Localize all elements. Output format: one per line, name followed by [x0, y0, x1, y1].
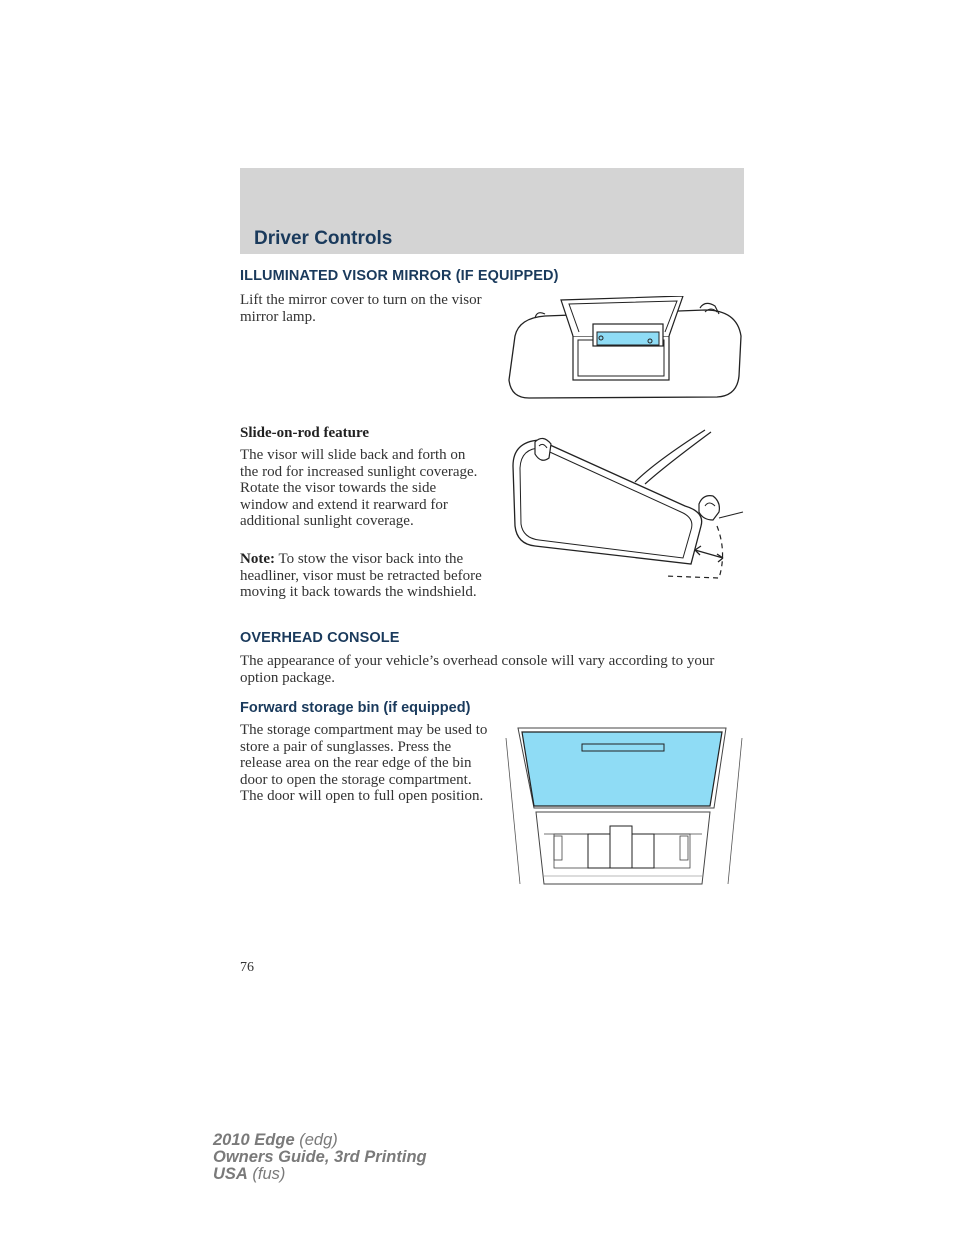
footer-line-1	[213, 1132, 427, 1149]
section-heading-overhead-console: OVERHEAD CONSOLE	[240, 630, 400, 646]
page-title: Driver Controls	[254, 228, 393, 249]
overhead-console-text: The appearance of your vehicle’s overhead console will vary according to your option package.	[240, 653, 715, 686]
slide-on-rod-illustration	[505, 426, 747, 588]
page-number: 76	[240, 960, 254, 975]
footer-model: 2010 Edge	[213, 1131, 295, 1149]
note-label: Note:	[240, 551, 275, 567]
footer-line-2: Owners Guide, 3rd Printing	[213, 1148, 427, 1166]
visor-mirror-text: Lift the mirror cover to turn on the visor mirror lamp.	[240, 292, 482, 325]
footer-market-code: (fus)	[247, 1165, 286, 1183]
subheading-slide-on-rod: Slide-on-rod feature	[240, 425, 370, 441]
footer-market: USA	[213, 1165, 248, 1183]
footer-model-code: (edg)	[294, 1131, 338, 1149]
slide-on-rod-text: The visor will slide back and forth on the rod for increased sunlight coverage. Rotate the visor towards the side window and extend it rearward for additional sunlight coverage.	[240, 447, 478, 530]
visor-mirror-illustration	[505, 296, 747, 402]
subheading-forward-storage: Forward storage bin (if equipped)	[240, 700, 471, 716]
footer-line-3	[213, 1166, 427, 1183]
document-footer	[213, 1132, 427, 1183]
section-heading-visor-mirror: ILLUMINATED VISOR MIRROR (IF EQUIPPED)	[240, 268, 559, 284]
forward-storage-text: The storage compartment may be used to store a pair of sunglasses. Press the release area on the rear edge of the bin door to open the storage compartment. The door will open to full open position.	[240, 722, 488, 805]
note-text: To stow the visor back into the headliner, visor must be retracted before moving it back towards the windshield.	[240, 551, 482, 601]
overhead-console-illustration	[504, 724, 744, 886]
slide-on-rod-note	[240, 551, 485, 601]
